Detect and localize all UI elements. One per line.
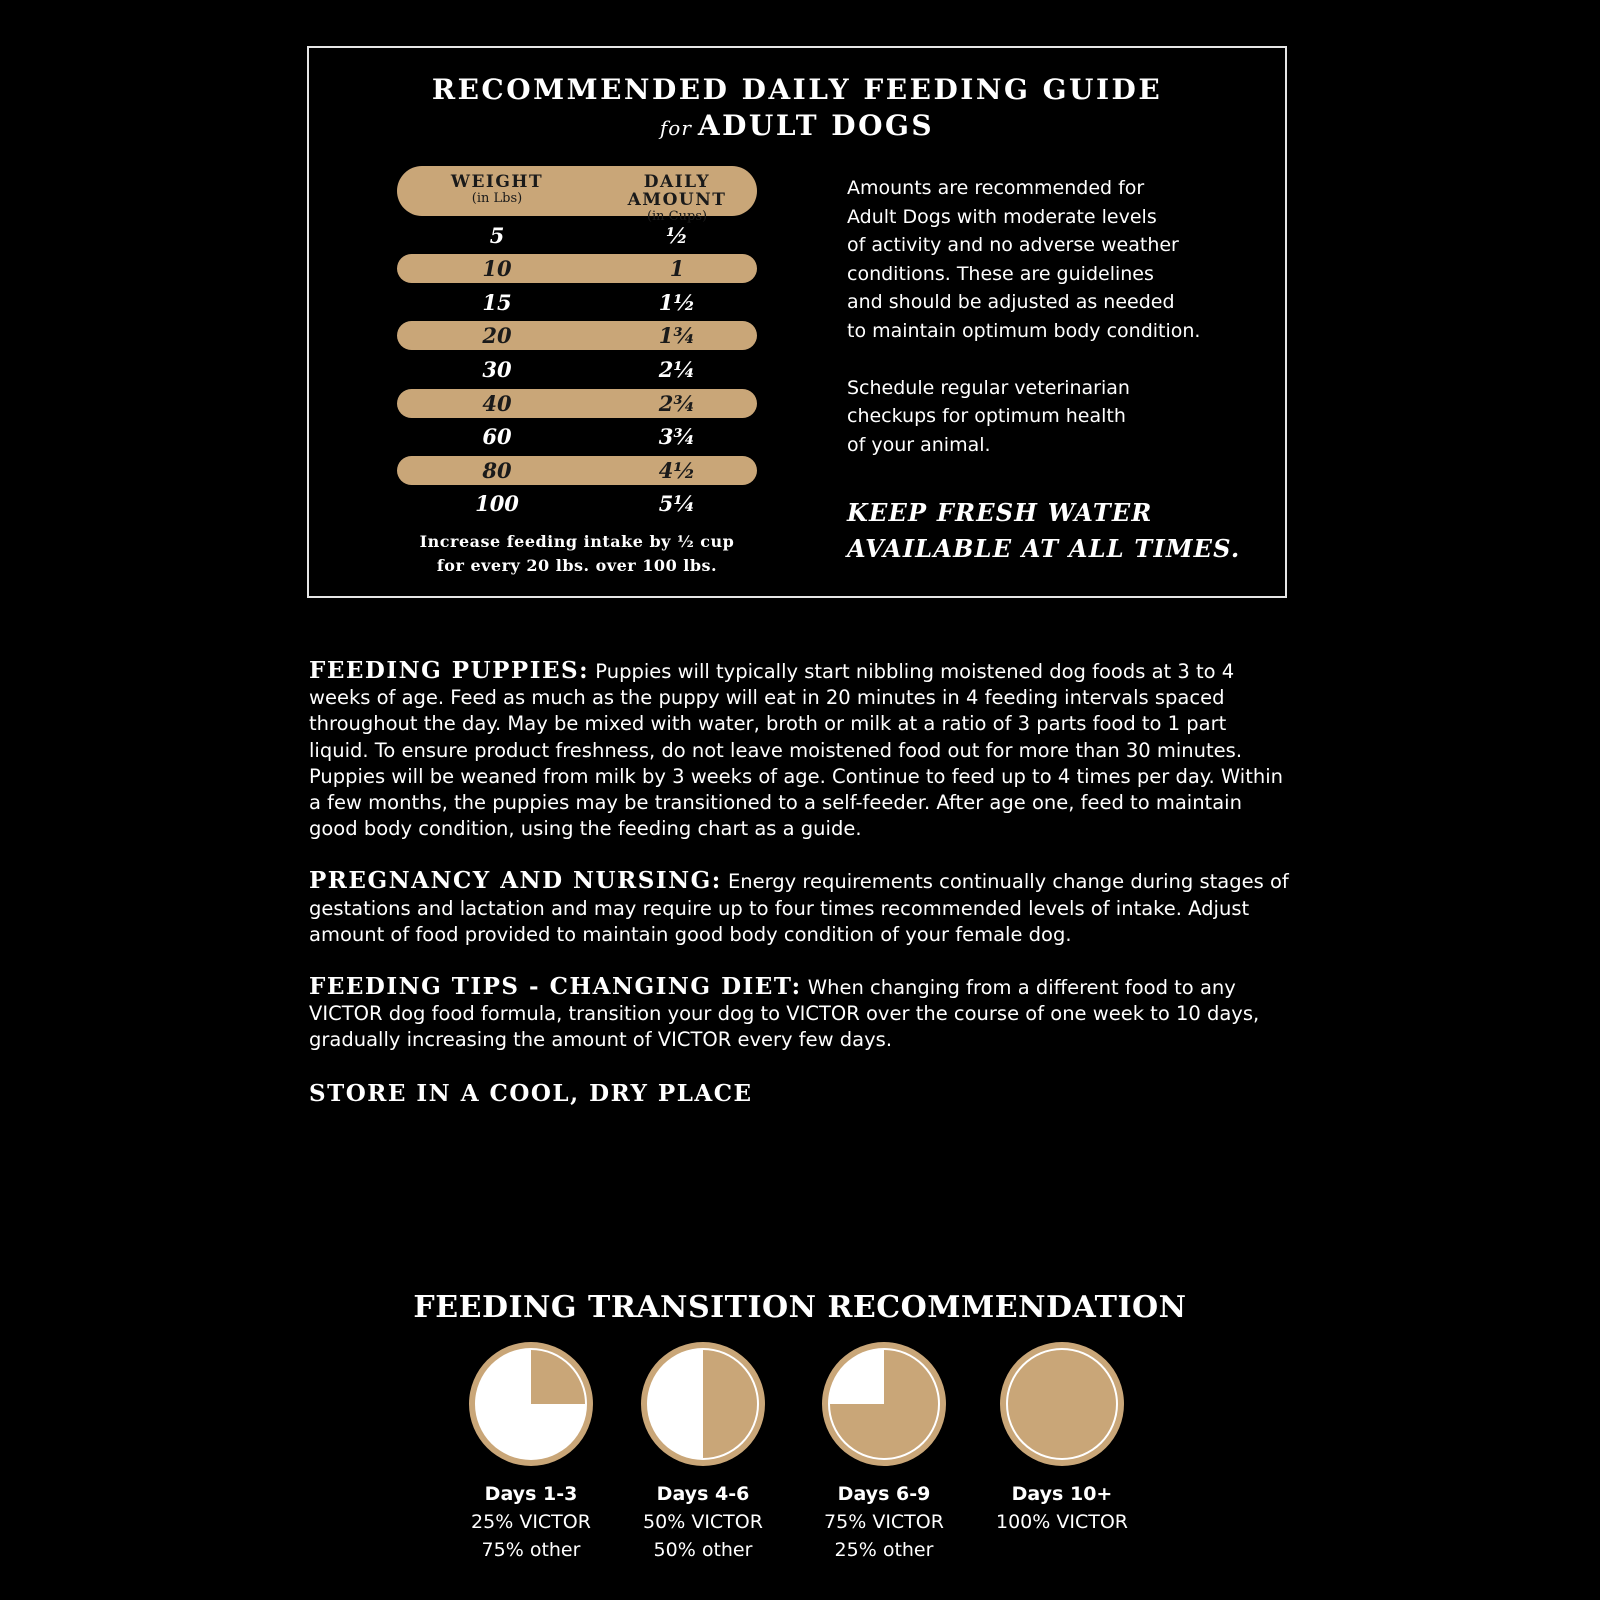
section-heading: FEEDING TIPS - CHANGING DIET: [309, 973, 802, 1001]
stage-days: Days 4-6 [656, 1483, 750, 1505]
amount-cell: 4½ [658, 457, 696, 483]
fresh-water-notice [847, 495, 1267, 567]
stage-days: Days 10+ [1011, 1483, 1113, 1505]
section-heading: PREGNANCY AND NURSING: [309, 867, 722, 895]
fresh-water-line2: AVAILABLE AT ALL TIMES. [847, 534, 1241, 564]
weight-column-header [397, 166, 597, 216]
section-text: Puppies will typically start nibbling moistened dog foods at 3 to 4 weeks of age. Feed as much as the puppy will eat in 20 minutes in 4 feeding intervals spaced throughout the day. May be mixed with water, broth or milk at a ratio of 3 parts food to 1 part liquid. To ensure product freshness, do not leave moistened food out for more than 30 minutes. Puppies will be weaned from milk by 3 weeks of age. Continue to feed up to 4 times per day. Within a few months, the puppies may be transitioned to a self-feeder. After age one, feed to maintain good body condition, using the feeding chart as a guide. [309, 660, 1283, 841]
feeding-table-row [397, 389, 757, 418]
transition-pie-chart [820, 1340, 948, 1468]
feeding-guide-box [307, 46, 1287, 598]
feeding-table-header [397, 166, 757, 224]
amount-header-label: DAILY AMOUNT [627, 172, 727, 210]
guide-title-for: for [659, 116, 692, 140]
amount-cell: 3¾ [658, 424, 696, 450]
stage-victor-percent: 25% VICTOR [471, 1511, 591, 1533]
guide-title-line1: RECOMMENDED DAILY FEEDING GUIDE [431, 73, 1163, 106]
section-heading: FEEDING PUPPIES: [309, 657, 590, 684]
feeding-table-row [397, 489, 757, 518]
fresh-water-line1: KEEP FRESH WATER [847, 498, 1153, 528]
guide-title-line2 [309, 108, 1285, 146]
amount-cell: 1¾ [658, 323, 696, 349]
guide-notes [847, 174, 1267, 567]
table-note [397, 530, 757, 578]
feeding-table-row [397, 288, 757, 317]
weight-cell: 10 [482, 256, 512, 282]
transition-title: FEEDING TRANSITION RECOMMENDATION [413, 1290, 1187, 1325]
notes-line: Amounts are recommended for [847, 177, 1145, 199]
weight-header-label: WEIGHT [450, 172, 544, 192]
amount-cell: 2¼ [658, 356, 696, 382]
guide-title [309, 72, 1285, 146]
weight-header-unit: (in Lbs) [471, 191, 523, 206]
notes-line: Adult Dogs with moderate levels [847, 205, 1157, 228]
weight-cell: 100 [475, 491, 519, 517]
transition-stage [431, 1340, 631, 1564]
pie-slice-victor [1008, 1350, 1116, 1458]
section-text: When changing from a different food to any VICTOR dog food formula, transition your dog to VICTOR over the course of one week to 10 days, gradually increasing the amount of VICTOR every few days. [309, 976, 1260, 1052]
amount-cell: 5¼ [658, 491, 696, 517]
transition-stage [603, 1340, 803, 1564]
amount-header-unit: (in Cups) [646, 209, 708, 224]
notes-line: of activity and no adverse weather [847, 234, 1179, 257]
table-note-line1: Increase feeding intake by ½ cup [419, 532, 735, 552]
transition-pie-chart [998, 1340, 1126, 1468]
pie-slice-victor [531, 1350, 585, 1404]
amount-cell: 1½ [658, 289, 696, 315]
transition-pies [0, 1340, 1600, 1580]
weight-cell: 80 [482, 457, 512, 483]
section-pregnancy-nursing [309, 868, 1289, 948]
weight-cell: 5 [489, 222, 505, 248]
weight-cell: 15 [482, 289, 512, 315]
notes-line: to maintain optimum body condition. [847, 319, 1201, 342]
transition-pie-chart [639, 1340, 767, 1468]
feeding-table-row [397, 456, 757, 485]
weight-cell: 20 [482, 323, 512, 349]
notes-paragraph-1 [847, 174, 1267, 346]
feeding-table-row [397, 221, 757, 250]
notes-paragraph-2 [847, 374, 1267, 460]
weight-cell: 40 [482, 390, 512, 416]
transition-pie-chart [467, 1340, 595, 1468]
stage-days: Days 6-9 [837, 1483, 931, 1505]
weight-cell: 60 [482, 424, 512, 450]
section-feeding-tips [309, 974, 1289, 1054]
stage-other-percent: 25% other [834, 1539, 934, 1561]
stage-other-percent: 50% other [653, 1539, 753, 1561]
transition-stage [962, 1340, 1162, 1536]
notes-line: checkups for optimum health [847, 405, 1126, 428]
stage-victor-percent: 100% VICTOR [996, 1511, 1128, 1533]
stage-other-percent: 75% other [481, 1539, 581, 1561]
storage-notice: STORE IN A COOL, DRY PLACE [309, 1079, 753, 1107]
feeding-table-row [397, 422, 757, 451]
amount-cell: 2¾ [658, 390, 696, 416]
notes-line: of your animal. [847, 433, 991, 456]
weight-cell: 30 [482, 356, 512, 382]
amount-column-header [597, 166, 757, 224]
feeding-table-rows [397, 221, 757, 519]
amount-cell: 1 [669, 256, 685, 282]
notes-line: conditions. These are guidelines [847, 262, 1154, 285]
stage-victor-percent: 50% VICTOR [643, 1511, 763, 1533]
notes-line: Schedule regular veterinarian [847, 376, 1130, 399]
feeding-table-row [397, 254, 757, 283]
amount-cell: ½ [666, 222, 688, 248]
notes-line: and should be adjusted as needed [847, 291, 1175, 314]
section-feeding-puppies [309, 658, 1289, 842]
table-note-line2: for every 20 lbs. over 100 lbs. [436, 556, 718, 576]
transition-stage [784, 1340, 984, 1564]
feeding-table-row [397, 355, 757, 384]
stage-days: Days 1-3 [484, 1483, 578, 1505]
feeding-table-row [397, 321, 757, 350]
section-text: Energy requirements continually change during stages of gestations and lactation and may require up to four times recommended levels of intake. Adjust amount of food provided to maintain good body condition of your female dog. [309, 870, 1289, 946]
guide-title-adult-dogs: ADULT DOGS [697, 109, 935, 142]
feeding-instructions [309, 658, 1289, 1107]
feeding-table [397, 166, 757, 578]
stage-victor-percent: 75% VICTOR [824, 1511, 944, 1533]
